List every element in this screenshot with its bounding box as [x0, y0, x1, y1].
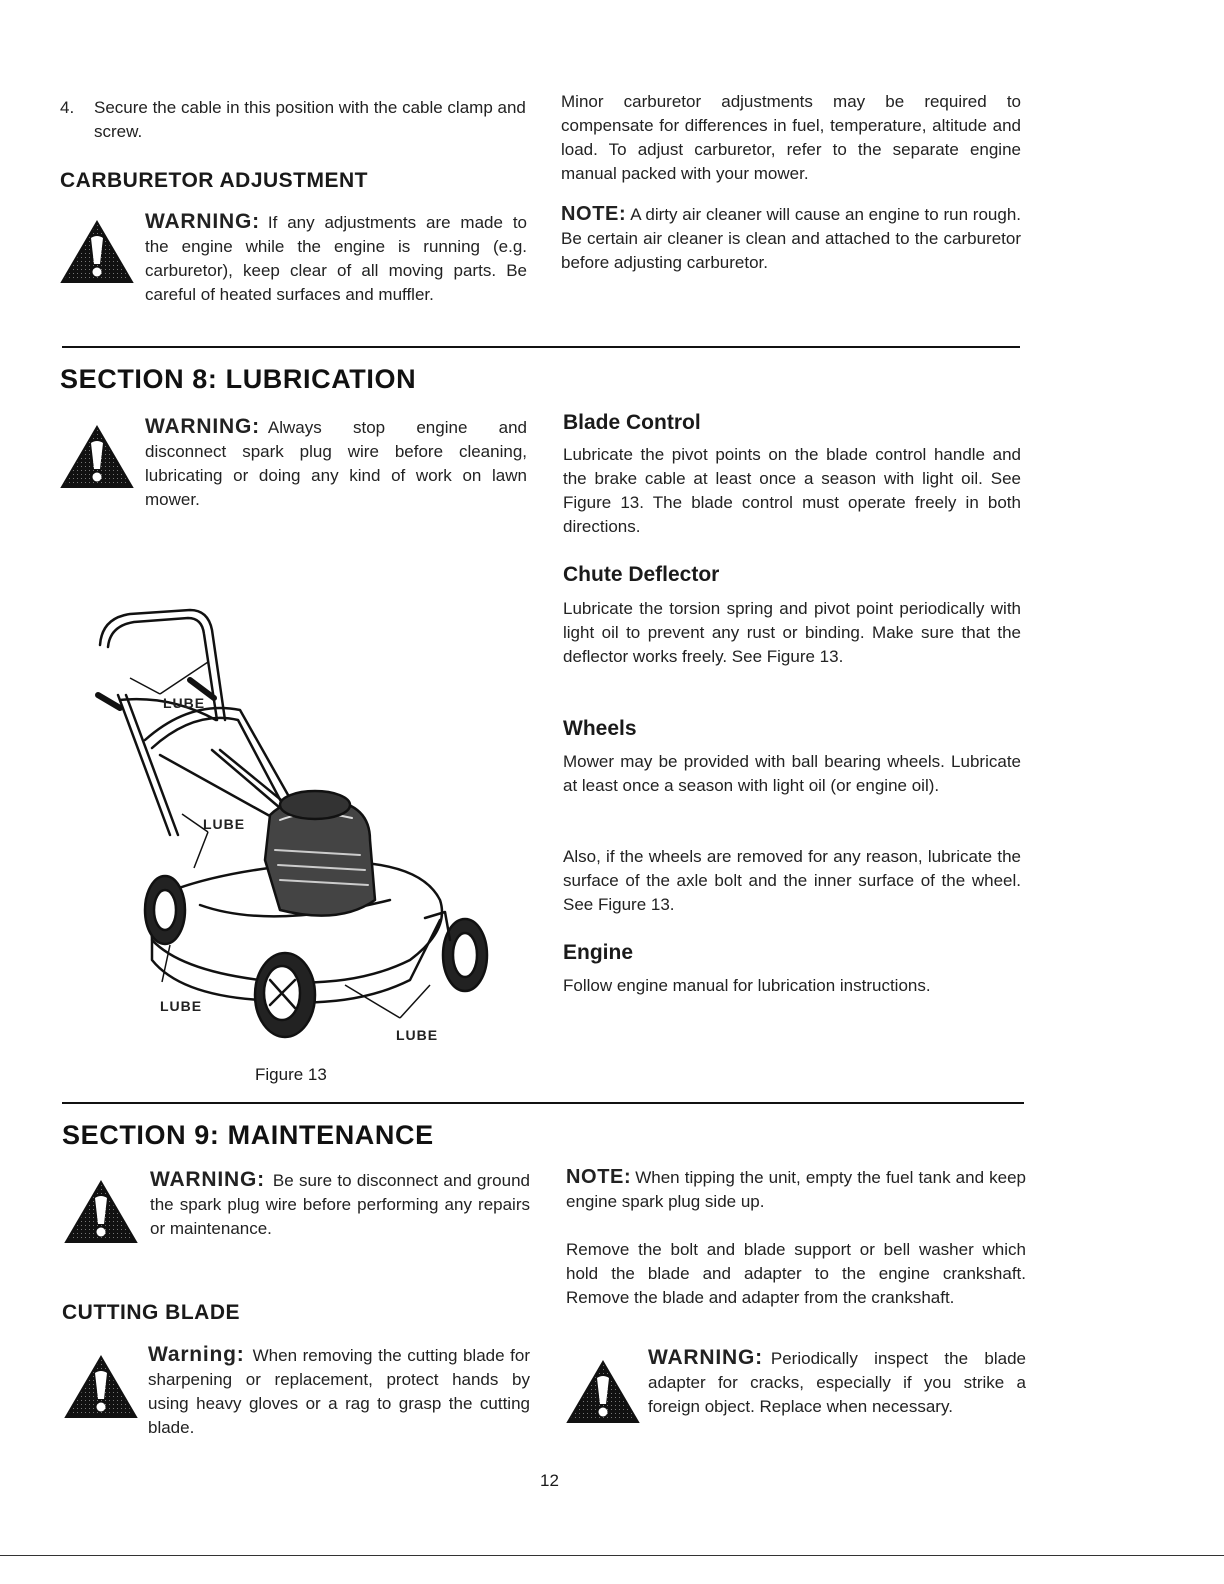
section-divider — [62, 346, 1020, 348]
bottom-edge-line — [0, 1555, 1224, 1556]
chute-deflector-text: Lubricate the torsion spring and pivot point periodically with light oil to prevent any rust or binding. Make sure that the deflector works freely. See Figure 13. — [563, 599, 1021, 666]
wheels-removal-text: Also, if the wheels are removed for any reason, lubricate the surface of the axle bolt and the inner surface of the wheel. See Figure 13. — [563, 847, 1021, 914]
cutting-blade-warning — [148, 1343, 530, 1440]
chute-deflector-heading: Chute Deflector — [563, 563, 720, 586]
maintenance-warning — [150, 1168, 530, 1241]
lube-label: LUBE — [163, 695, 206, 711]
section-divider — [62, 1102, 1024, 1104]
remove-blade-text: Remove the bolt and blade support or bell washer which hold the blade and adapter to the engine crankshaft. Remove the blade and adapter from the crankshaft. — [566, 1240, 1026, 1307]
lube-label: LUBE — [203, 816, 246, 832]
lube-label: LUBE — [160, 998, 203, 1014]
blade-adapter-warning — [648, 1346, 1026, 1419]
blade-control-heading: Blade Control — [563, 411, 701, 434]
lube-label: LUBE — [396, 1027, 439, 1043]
warning-label: WARNING: — [145, 210, 260, 233]
warning-text: Always stop engine and disconnect spark plug wire before cleaning, lubricating or doing any kind of work on lawn mower. — [145, 418, 527, 509]
warning-triangle-icon — [60, 425, 134, 489]
note-text: When tipping the unit, empty the fuel tank and keep engine spark plug side up. — [566, 1168, 1026, 1211]
carburetor-minor-adjustments-text: Minor carburetor adjustments may be required to compensate for differences in fuel, temperature, altitude and load. To adjust carburetor, refer to the separate engine manual packed with your mower. — [561, 92, 1021, 183]
warning-triangle-icon — [64, 1355, 138, 1419]
carburetor-warning — [145, 210, 527, 307]
lawn-mower-figure — [90, 600, 530, 1060]
warning-text: Periodically inspect the blade adapter for cracks, especially if you strike a foreign object. Replace when necessary. — [648, 1349, 1026, 1416]
note-label: NOTE: — [561, 203, 627, 225]
note-text: A dirty air cleaner will cause an engine to run rough. Be certain air cleaner is clean and attached to the carburetor before adjusting carburetor. — [561, 205, 1021, 272]
section-9-title: SECTION 9: MAINTENANCE — [62, 1120, 434, 1150]
wheels-text: Mower may be provided with ball bearing wheels. Lubricate at least once a season with light oil (or engine oil). — [563, 752, 1021, 795]
section-8-title: SECTION 8: LUBRICATION — [60, 364, 417, 394]
lubrication-warning — [145, 415, 527, 512]
warning-label: Warning: — [148, 1343, 245, 1366]
step-number: 4. — [60, 98, 75, 117]
wheels-heading: Wheels — [563, 717, 637, 740]
warning-triangle-icon — [60, 220, 134, 284]
page-number: 12 — [540, 1471, 559, 1490]
warning-triangle-icon — [566, 1360, 640, 1424]
warning-label: WARNING: — [648, 1346, 763, 1369]
carburetor-adjustment-heading: CARBURETOR ADJUSTMENT — [60, 169, 369, 192]
blade-control-text: Lubricate the pivot points on the blade control handle and the brake cable at least once a season with light oil. See Figure 13. The blade control must operate freely in both directions. — [563, 445, 1021, 536]
tipping-note — [566, 1165, 1026, 1214]
engine-text: Follow engine manual for lubrication instructions. — [563, 976, 931, 995]
step-text: Secure the cable in this position with the cable clamp and screw. — [94, 98, 526, 141]
warning-text: When removing the cutting blade for sharpening or replacement, protect hands by using heavy gloves or a rag to grasp the cutting blade. — [148, 1346, 530, 1437]
warning-text: If any adjustments are made to the engine while the engine is running (e.g. carburetor), keep clear of all moving parts. Be careful of heated surfaces and muffler. — [145, 213, 527, 304]
figure-13-caption: Figure 13 — [255, 1065, 327, 1084]
warning-text: Be sure to disconnect and ground the spark plug wire before performing any repairs or maintenance. — [150, 1171, 530, 1238]
cutting-blade-heading: CUTTING BLADE — [62, 1301, 240, 1324]
engine-heading: Engine — [563, 941, 634, 964]
warning-triangle-icon — [64, 1180, 138, 1244]
warning-label: WARNING: — [145, 415, 260, 438]
air-cleaner-note — [561, 202, 1021, 275]
step-4 — [60, 96, 530, 144]
note-label: NOTE: — [566, 1166, 632, 1188]
warning-label: WARNING: — [150, 1168, 265, 1191]
